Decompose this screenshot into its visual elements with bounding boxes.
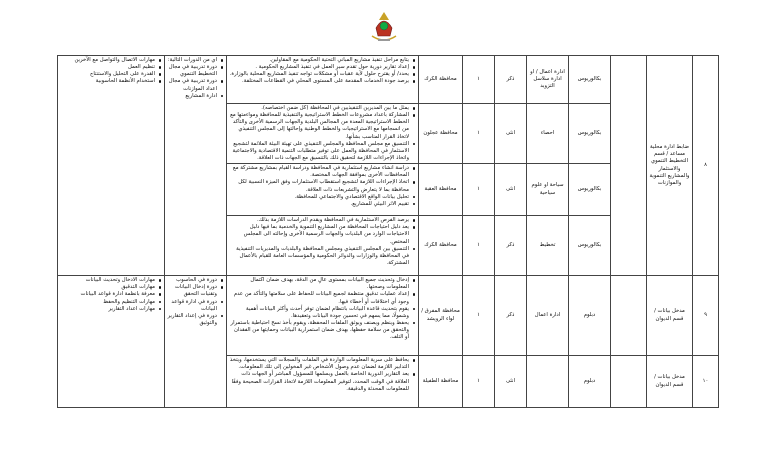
duty-item: إدخال وتحديث جميع البيانات بمستوى عالٍ من الدقة، بهدف ضمان اكتمال المعلومات وصحتها. [229,277,409,291]
course-item: دورة إدخال البيانات وتقنيات التحقق [167,284,217,298]
gender: ذكر [495,56,527,104]
count: ١ [463,164,495,216]
duty-item: يتابع مراحل تنفيذ مشاريع المباني التحتية الحكومية مع المقاولين. [229,57,409,64]
duty-item: التنسيق مع مجلس المحافظة والمجلس التنفيذي على تهيئة البيئة الملائمة لتشجيع الاستثمار في المحافظة والعمل على توفير متطلبات التنمية الاقتصادية والاجتماعية واتخاذ الإجراءات اللازمة لتحقيق ذلك بالتنسيق مع الجهات ذات العلاقة. [229,141,409,162]
course-item: ادارة المشاريع [167,93,217,100]
count: ١ [463,56,495,104]
count: ١ [463,276,495,356]
skill-item: مهارات اعداد التقارير [60,306,155,313]
duty-item: يمثل ما بين المديرين التنفيذيين في المحافظة (كل ضمن اختصاصه). [229,105,409,112]
courses [165,56,227,276]
degree: بكالوريوس [569,216,611,276]
row-number: ١٠ [693,356,719,408]
duty-item: يحافظ على سرية المعلومات الواردة في الملفات والسجلات التي يستخدمها، ويتخذ التدابير اللازمة لضمان عدم وصول الأشخاص غير المخولين إلى تلك المعلومات. [229,357,409,371]
duty-item: المشاركة باعداد مشروعات الخطط الاستراتيجية والتنفيذية للمحافظة ومواءمتها مع الخطط الاستراتيجية المعدة من المجالس البلدية والجهات الرسمية الأخرى والتأكد من انسجامها مع الاستراتيجيات والخطط الوطنية وإحالتها إلى المجلس التنفيذي لاتخاذ القرار المناسب بشأنها. [230,112,409,140]
courses [165,276,227,408]
duties [227,104,419,164]
location: محافظة المفرق / لواء الرويشد [419,276,463,356]
duty-item: التنسيق بين المجلس التنفيذي ومجلس المحافظة والبلديات والمديريات التنفيذية في المحافظة والوزارات والدوائر الحكومية والمؤسسات العامة للقيام بالأعمال المشتركة. [229,246,409,267]
degree: بكالوريوس [569,104,611,164]
duties [227,356,419,408]
count: ١ [463,216,495,276]
degree: بكالوريوس [569,164,611,216]
duty-item: يحدد/ أو يقترح حلول لأية عقبات أو مشكلات تواجه تنفيذ المشاريع المحلية بالوزارة. [229,71,409,78]
skill-item: مهارات التدقيق [60,284,155,291]
course-item: اي من الدورات التالية: [167,57,217,63]
duty-item: يقوم بتحديث قاعدة البيانات بانتظام لضمان توفر أحدث وأكثر البيانات أهمية وشمولًا، مما يسهم في تحسين جودة البيانات وتعقيدها. [229,306,409,320]
specialization [527,356,569,408]
gender: انثى [495,104,527,164]
skills [58,56,165,276]
skills [58,276,165,408]
duties [227,276,419,356]
skill-item: مهارات التنظيم والحفظ [60,299,155,306]
duty-item: اتخاذ الإجراءات اللازمة لتشجيع استقطاب الاستثمارات وفق الميزة النسبية لكل محافظة بما لا يتعارض والتشريعات ذات العلاقة. [229,179,409,193]
table-row [58,56,719,104]
row-number: ٩ [693,276,719,356]
coat-of-arms-icon [364,6,404,46]
job-grade [611,276,647,356]
count: ١ [463,104,495,164]
specialization: ادارة اعمال [527,276,569,356]
gender: انثى [495,164,527,216]
duties [227,56,419,104]
specialization: سياحة او علوم سياحية [527,164,569,216]
job-title: ضابط ادارة محلية مساعد / قسم التخطيط التنموي والاستثمار والمشاريع التنموية والموازنات [647,56,693,276]
skill-item: القدرة على التحليل والاستنتاج [60,71,155,78]
skill-item: معرفة بانظمة ادارة قواعد البيانات [60,291,155,298]
duty-item: يحفظ وينظم ويصنف ويوثق الملفات المحفظة، ويقوم بأخذ نسخ احتياطية باستمرار والتحقق من سلامة حفظها، بهدف ضمان استمرارية البيانات وحمايتها من الفقدان أو التلف. [230,319,409,341]
job-title: مدخل بيانات / قسم الديوان [647,356,693,408]
row-number: ٨ [693,56,719,276]
job-title: مدخل بيانات / قسم الديوان [647,276,693,356]
job-grade [611,56,647,276]
degree: بكالوريوس [569,56,611,104]
specialization: ادارة اعمال / او ادارة سلاسل التزويد [527,56,569,104]
course-item: دورة في ادارة قواعد البيانات [167,299,217,313]
course-item: دورة تدريبية في مجال التخطيط التنموي [168,64,217,78]
gender: ذكر [495,276,527,356]
duty-item: إعداد تقارير دورية حول تقدم سير العمل في تنفيذ المشاريع الحكومية . [229,64,409,71]
duty-item: يرصد جودة الخدمات المقدمة على المستوى المحلي في القطاعات المختلفة. [229,78,409,85]
table-row [58,276,719,356]
gender: ذكر [495,216,527,276]
gender: انثى [495,356,527,408]
duty-item: دراسة انشاء مشاريع استثمارية في المحافظة ودراسة القيام بمشاريع مشتركة مع المحافظات الأخرى بموافقة الجهات المختصة. [229,165,409,179]
location: محافظة الكرك [419,56,463,104]
degree: دبلوم [569,356,611,408]
location: محافظة عجلون [419,104,463,164]
course-item: دورة تدريبية في مجال اعداد الموازنات [168,78,217,92]
job-grade [611,356,647,408]
course-item: دورة في الحاسوب [167,277,217,284]
duty-item: يعد دليل احتياجات المحافظة من المشاريع التنموية والخدمية بما فيها دليل الاحتياجات الوارد من البلديات والجهات الرسمية الأخرى وإحالته الى المجلس المختص. [229,224,409,245]
count: ١ [463,356,495,408]
specialization: تخطيط [527,216,569,276]
duty-item: يرصد الفرص الاستثمارية في المحافظة ويقدم الدراسات اللازمة بذلك. [229,217,409,224]
location: محافظة العقبة [419,164,463,216]
job-table [57,55,719,408]
skill-item: مهارات الاتصال والتواصل مع الآخرين [60,57,155,64]
duty-item: تحليل بيانات الواقع الاقتصادي والاجتماعي للمحافظة. [229,194,409,201]
duties [227,216,419,276]
duty-item: تقييم الاثر البيئي للمشاريع. [229,201,409,208]
degree: دبلوم [569,276,611,356]
skill-item: تنظيم العمل [60,64,155,71]
course-item: دورة في إعداد التقارير والتوثيق [167,312,217,326]
specialization: احصاء [527,104,569,164]
skill-item: استخدام الأنظمة الحاسوبية [60,78,155,85]
duties [227,164,419,216]
skill-item: مهارات الادخال وتحديث البيانات [60,277,155,284]
location: محافظة الكرك [419,216,463,276]
duty-item: يعد التقارير الدورية الخاصة بالعمل ويسلمها للمسؤول المباشر أو الجهات ذات العلاقة في الوقت المحدد، لتوفير المعلومات اللازمة لاتخاذ القرارات الصحيحة وفقًا للمعلومات المحدثة والدقيقة. [229,371,409,392]
duty-item: إعداد عمليات تدقيق منتظمة لجميع البيانات للحفاظ على سلامتها والتأكد من عدم وجود أي اختلافات أو أخطاء فيها. [229,291,409,305]
location: محافظة الطفيلة [419,356,463,408]
